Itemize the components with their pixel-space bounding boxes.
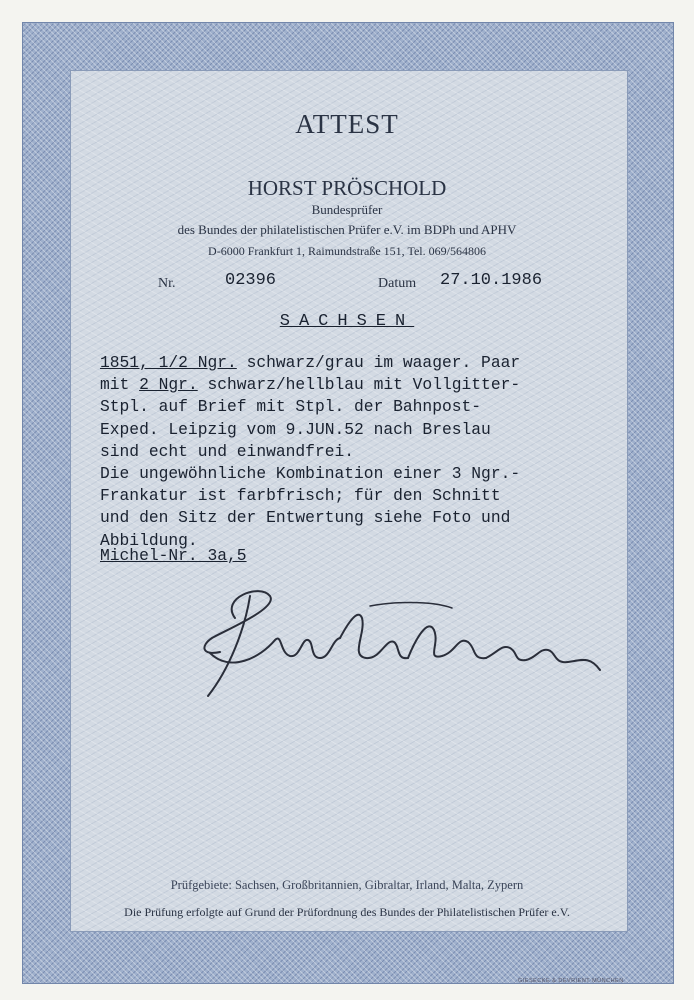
examiner-association: des Bundes der philatelistischen Prüfer e.V. im BDPh und APHV bbox=[177, 222, 517, 237]
date-label: Datum bbox=[378, 276, 417, 291]
text-line-8: und den Sitz der Entwertung siehe Foto und bbox=[100, 508, 511, 528]
printer-imprint: GIESECKE & DEVRIENT MÜNCHEN bbox=[518, 978, 624, 984]
examiner-name: HORST PRÖSCHOLD bbox=[247, 176, 447, 200]
text-line-4: Exped. Leipzig vom 9.JUN.52 nach Breslau bbox=[100, 419, 491, 439]
signature bbox=[190, 578, 610, 708]
stamp-2: 2 Ngr. bbox=[139, 375, 198, 395]
country-heading bbox=[0, 312, 694, 331]
examination-rules: Die Prüfung erfolgte auf Grund der Prüfordnung des Bundes der Philatelistischen Prüfer e.V. bbox=[124, 905, 570, 919]
examination-areas: Prüfgebiete: Sachsen, Großbritannien, Gibraltar, Irland, Malta, Zypern bbox=[170, 878, 524, 892]
nr-label: Nr. bbox=[158, 276, 176, 291]
text-line-3: Stpl. auf Brief mit Stpl. der Bahnpost- bbox=[100, 397, 482, 417]
date-value: 27.10.1986 bbox=[440, 271, 543, 290]
text-line-1: schwarz/grau im waager. Paar bbox=[236, 353, 521, 372]
country-heading-text: SACHSEN bbox=[279, 312, 415, 331]
text-line-6: Die ungewöhnliche Kombination einer 3 Ngr.- bbox=[100, 464, 521, 484]
stamp-1: 1851, 1/2 Ngr. bbox=[100, 353, 237, 372]
text-line-7: Frankatur ist farbfrisch; für den Schnitt bbox=[100, 486, 501, 506]
nr-value: 02396 bbox=[225, 271, 277, 290]
text-line-2a: mit bbox=[100, 375, 140, 395]
text-line-5: sind echt und einwandfrei. bbox=[100, 441, 355, 461]
text-line-2c: schwarz/hellblau mit Vollgitter- bbox=[197, 375, 521, 395]
examiner-role: Bundesprüfer bbox=[311, 202, 383, 217]
examiner-address: D-6000 Frankfurt 1, Raimundstraße 151, Tel. 069/564806 bbox=[208, 244, 486, 258]
certificate-title: ATTEST bbox=[295, 109, 399, 139]
certificate-text bbox=[100, 352, 520, 552]
michel-number: Michel-Nr. 3a,5 bbox=[100, 546, 247, 565]
text-line-9: Abbildung. bbox=[100, 530, 198, 550]
